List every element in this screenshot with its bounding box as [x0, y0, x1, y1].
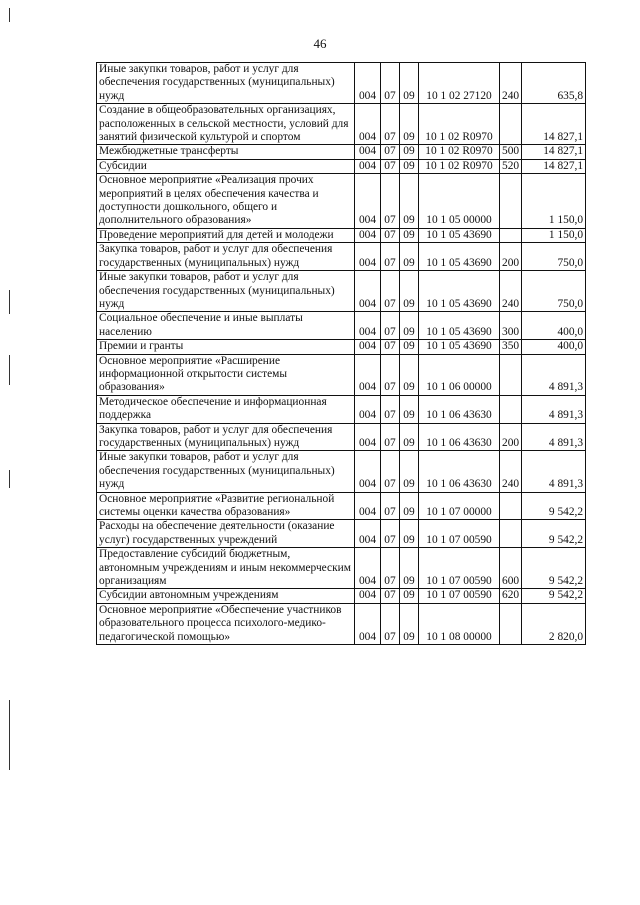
table-row — [97, 271, 586, 312]
section-code-cell: 07 — [381, 159, 400, 173]
ministry-code-cell: 004 — [355, 589, 381, 603]
table-row — [97, 603, 586, 644]
subsection-code-cell: 09 — [400, 492, 419, 520]
amount-cell: 635,8 — [522, 63, 586, 104]
target-article-cell: 10 1 05 00000 — [419, 174, 500, 229]
expense-type-cell: 500 — [500, 145, 522, 159]
table-row — [97, 395, 586, 423]
ministry-code-cell: 004 — [355, 492, 381, 520]
amount-cell: 750,0 — [522, 243, 586, 271]
subsection-code-cell: 09 — [400, 104, 419, 145]
target-article-cell: 10 1 02 27120 — [419, 63, 500, 104]
subsection-code-cell: 09 — [400, 520, 419, 548]
section-code-cell: 07 — [381, 104, 400, 145]
section-code-cell: 07 — [381, 354, 400, 395]
table-row — [97, 104, 586, 145]
table-row — [97, 451, 586, 492]
table-row — [97, 243, 586, 271]
target-article-cell: 10 1 02 R0970 — [419, 145, 500, 159]
amount-cell: 4 891,3 — [522, 451, 586, 492]
amount-cell: 750,0 — [522, 271, 586, 312]
section-code-cell: 07 — [381, 548, 400, 589]
expense-name-cell: Предоставление субсидий бюджетным, автономным учреждениям и иным некоммерческим организациям — [97, 548, 355, 589]
expense-type-cell — [500, 520, 522, 548]
target-article-cell: 10 1 05 43690 — [419, 271, 500, 312]
target-article-cell: 10 1 02 R0970 — [419, 159, 500, 173]
ministry-code-cell: 004 — [355, 243, 381, 271]
expense-type-cell: 300 — [500, 312, 522, 340]
expense-name-cell: Основное мероприятие «Расширение информационной открытости системы образования» — [97, 354, 355, 395]
page-number: 46 — [313, 36, 327, 51]
amount-cell: 14 827,1 — [522, 145, 586, 159]
expense-name-cell: Основное мероприятие «Обеспечение участников образовательного процесса психолого-медико-педагогической помощью» — [97, 603, 355, 644]
table-row — [97, 354, 586, 395]
expense-type-cell — [500, 354, 522, 395]
section-code-cell: 07 — [381, 451, 400, 492]
table-body — [97, 63, 586, 645]
table-row — [97, 423, 586, 451]
expense-name-cell: Межбюджетные трансферты — [97, 145, 355, 159]
expense-type-cell — [500, 228, 522, 242]
ministry-code-cell: 004 — [355, 340, 381, 354]
target-article-cell: 10 1 06 00000 — [419, 354, 500, 395]
ministry-code-cell: 004 — [355, 548, 381, 589]
section-code-cell: 07 — [381, 63, 400, 104]
subsection-code-cell: 09 — [400, 159, 419, 173]
expense-name-cell: Иные закупки товаров, работ и услуг для обеспечения государственных (муниципальных) нужд — [97, 63, 355, 104]
target-article-cell: 10 1 07 00000 — [419, 492, 500, 520]
amount-cell: 400,0 — [522, 340, 586, 354]
section-code-cell: 07 — [381, 271, 400, 312]
expense-name-cell: Субсидии автономным учреждениям — [97, 589, 355, 603]
table-row — [97, 492, 586, 520]
expense-type-cell: 200 — [500, 243, 522, 271]
scan-margin-mark — [9, 290, 10, 314]
ministry-code-cell: 004 — [355, 312, 381, 340]
ministry-code-cell: 004 — [355, 603, 381, 644]
expense-type-cell — [500, 174, 522, 229]
budget-table — [96, 62, 586, 645]
amount-cell: 1 150,0 — [522, 228, 586, 242]
table-row — [97, 159, 586, 173]
expense-name-cell: Основное мероприятие «Реализация прочих мероприятий в целях обеспечения качества и доступности дошкольного, общего и дополнительного образования» — [97, 174, 355, 229]
target-article-cell: 10 1 08 00000 — [419, 603, 500, 644]
expense-type-cell — [500, 395, 522, 423]
section-code-cell: 07 — [381, 312, 400, 340]
expense-type-cell: 240 — [500, 271, 522, 312]
expense-type-cell: 600 — [500, 548, 522, 589]
section-code-cell: 07 — [381, 589, 400, 603]
subsection-code-cell: 09 — [400, 340, 419, 354]
subsection-code-cell: 09 — [400, 228, 419, 242]
subsection-code-cell: 09 — [400, 423, 419, 451]
amount-cell: 1 150,0 — [522, 174, 586, 229]
scan-margin-mark — [9, 470, 10, 488]
section-code-cell: 07 — [381, 492, 400, 520]
ministry-code-cell: 004 — [355, 159, 381, 173]
target-article-cell: 10 1 05 43690 — [419, 312, 500, 340]
expense-name-cell: Социальное обеспечение и иные выплаты населению — [97, 312, 355, 340]
expense-name-cell: Иные закупки товаров, работ и услуг для обеспечения государственных (муниципальных) нужд — [97, 451, 355, 492]
subsection-code-cell: 09 — [400, 243, 419, 271]
scan-margin-mark — [9, 8, 10, 22]
subsection-code-cell: 09 — [400, 548, 419, 589]
section-code-cell: 07 — [381, 395, 400, 423]
target-article-cell: 10 1 07 00590 — [419, 520, 500, 548]
target-article-cell: 10 1 06 43630 — [419, 395, 500, 423]
expense-type-cell: 240 — [500, 451, 522, 492]
table-row — [97, 589, 586, 603]
subsection-code-cell: 09 — [400, 145, 419, 159]
amount-cell: 9 542,2 — [522, 589, 586, 603]
subsection-code-cell: 09 — [400, 354, 419, 395]
amount-cell: 9 542,2 — [522, 548, 586, 589]
expense-name-cell: Расходы на обеспечение деятельности (оказание услуг) государственных учреждений — [97, 520, 355, 548]
expense-type-cell — [500, 104, 522, 145]
table-row — [97, 228, 586, 242]
amount-cell: 9 542,2 — [522, 520, 586, 548]
subsection-code-cell: 09 — [400, 312, 419, 340]
expense-name-cell: Методическое обеспечение и информационная поддержка — [97, 395, 355, 423]
subsection-code-cell: 09 — [400, 271, 419, 312]
ministry-code-cell: 004 — [355, 145, 381, 159]
expense-name-cell: Проведение мероприятий для детей и молодежи — [97, 228, 355, 242]
ministry-code-cell: 004 — [355, 104, 381, 145]
target-article-cell: 10 1 02 R0970 — [419, 104, 500, 145]
section-code-cell: 07 — [381, 145, 400, 159]
subsection-code-cell: 09 — [400, 451, 419, 492]
section-code-cell: 07 — [381, 243, 400, 271]
expense-type-cell: 200 — [500, 423, 522, 451]
expense-name-cell: Закупка товаров, работ и услуг для обеспечения государственных (муниципальных) нужд — [97, 423, 355, 451]
expense-name-cell: Премии и гранты — [97, 340, 355, 354]
expense-type-cell — [500, 603, 522, 644]
expense-type-cell — [500, 492, 522, 520]
ministry-code-cell: 004 — [355, 451, 381, 492]
amount-cell: 2 820,0 — [522, 603, 586, 644]
expense-name-cell: Создание в общеобразовательных организациях, расположенных в сельской местности, условий для занятий физической культурой и спортом — [97, 104, 355, 145]
amount-cell: 9 542,2 — [522, 492, 586, 520]
section-code-cell: 07 — [381, 228, 400, 242]
section-code-cell: 07 — [381, 174, 400, 229]
target-article-cell: 10 1 05 43690 — [419, 228, 500, 242]
expense-name-cell: Иные закупки товаров, работ и услуг для обеспечения государственных (муниципальных) нужд — [97, 271, 355, 312]
expense-name-cell: Закупка товаров, работ и услуг для обеспечения государственных (муниципальных) нужд — [97, 243, 355, 271]
expense-name-cell: Основное мероприятие «Развитие региональной системы оценки качества образования» — [97, 492, 355, 520]
expense-type-cell: 520 — [500, 159, 522, 173]
ministry-code-cell: 004 — [355, 271, 381, 312]
subsection-code-cell: 09 — [400, 63, 419, 104]
target-article-cell: 10 1 05 43690 — [419, 243, 500, 271]
expense-type-cell: 350 — [500, 340, 522, 354]
table-row — [97, 340, 586, 354]
target-article-cell: 10 1 06 43630 — [419, 451, 500, 492]
section-code-cell: 07 — [381, 520, 400, 548]
target-article-cell: 10 1 06 43630 — [419, 423, 500, 451]
table-row — [97, 145, 586, 159]
ministry-code-cell: 004 — [355, 354, 381, 395]
ministry-code-cell: 004 — [355, 520, 381, 548]
table-row — [97, 520, 586, 548]
table-row — [97, 63, 586, 104]
subsection-code-cell: 09 — [400, 395, 419, 423]
ministry-code-cell: 004 — [355, 395, 381, 423]
amount-cell: 4 891,3 — [522, 395, 586, 423]
ministry-code-cell: 004 — [355, 174, 381, 229]
table-row — [97, 548, 586, 589]
scan-margin-mark — [9, 355, 10, 385]
table-row — [97, 312, 586, 340]
ministry-code-cell: 004 — [355, 423, 381, 451]
target-article-cell: 10 1 07 00590 — [419, 589, 500, 603]
section-code-cell: 07 — [381, 423, 400, 451]
scan-margin-mark — [9, 700, 10, 770]
target-article-cell: 10 1 07 00590 — [419, 548, 500, 589]
expense-type-cell: 620 — [500, 589, 522, 603]
amount-cell: 400,0 — [522, 312, 586, 340]
amount-cell: 14 827,1 — [522, 159, 586, 173]
expense-type-cell: 240 — [500, 63, 522, 104]
ministry-code-cell: 004 — [355, 63, 381, 104]
subsection-code-cell: 09 — [400, 603, 419, 644]
subsection-code-cell: 09 — [400, 174, 419, 229]
amount-cell: 4 891,3 — [522, 423, 586, 451]
amount-cell: 14 827,1 — [522, 104, 586, 145]
section-code-cell: 07 — [381, 603, 400, 644]
expense-name-cell: Субсидии — [97, 159, 355, 173]
amount-cell: 4 891,3 — [522, 354, 586, 395]
table-row — [97, 174, 586, 229]
section-code-cell: 07 — [381, 340, 400, 354]
ministry-code-cell: 004 — [355, 228, 381, 242]
target-article-cell: 10 1 05 43690 — [419, 340, 500, 354]
subsection-code-cell: 09 — [400, 589, 419, 603]
